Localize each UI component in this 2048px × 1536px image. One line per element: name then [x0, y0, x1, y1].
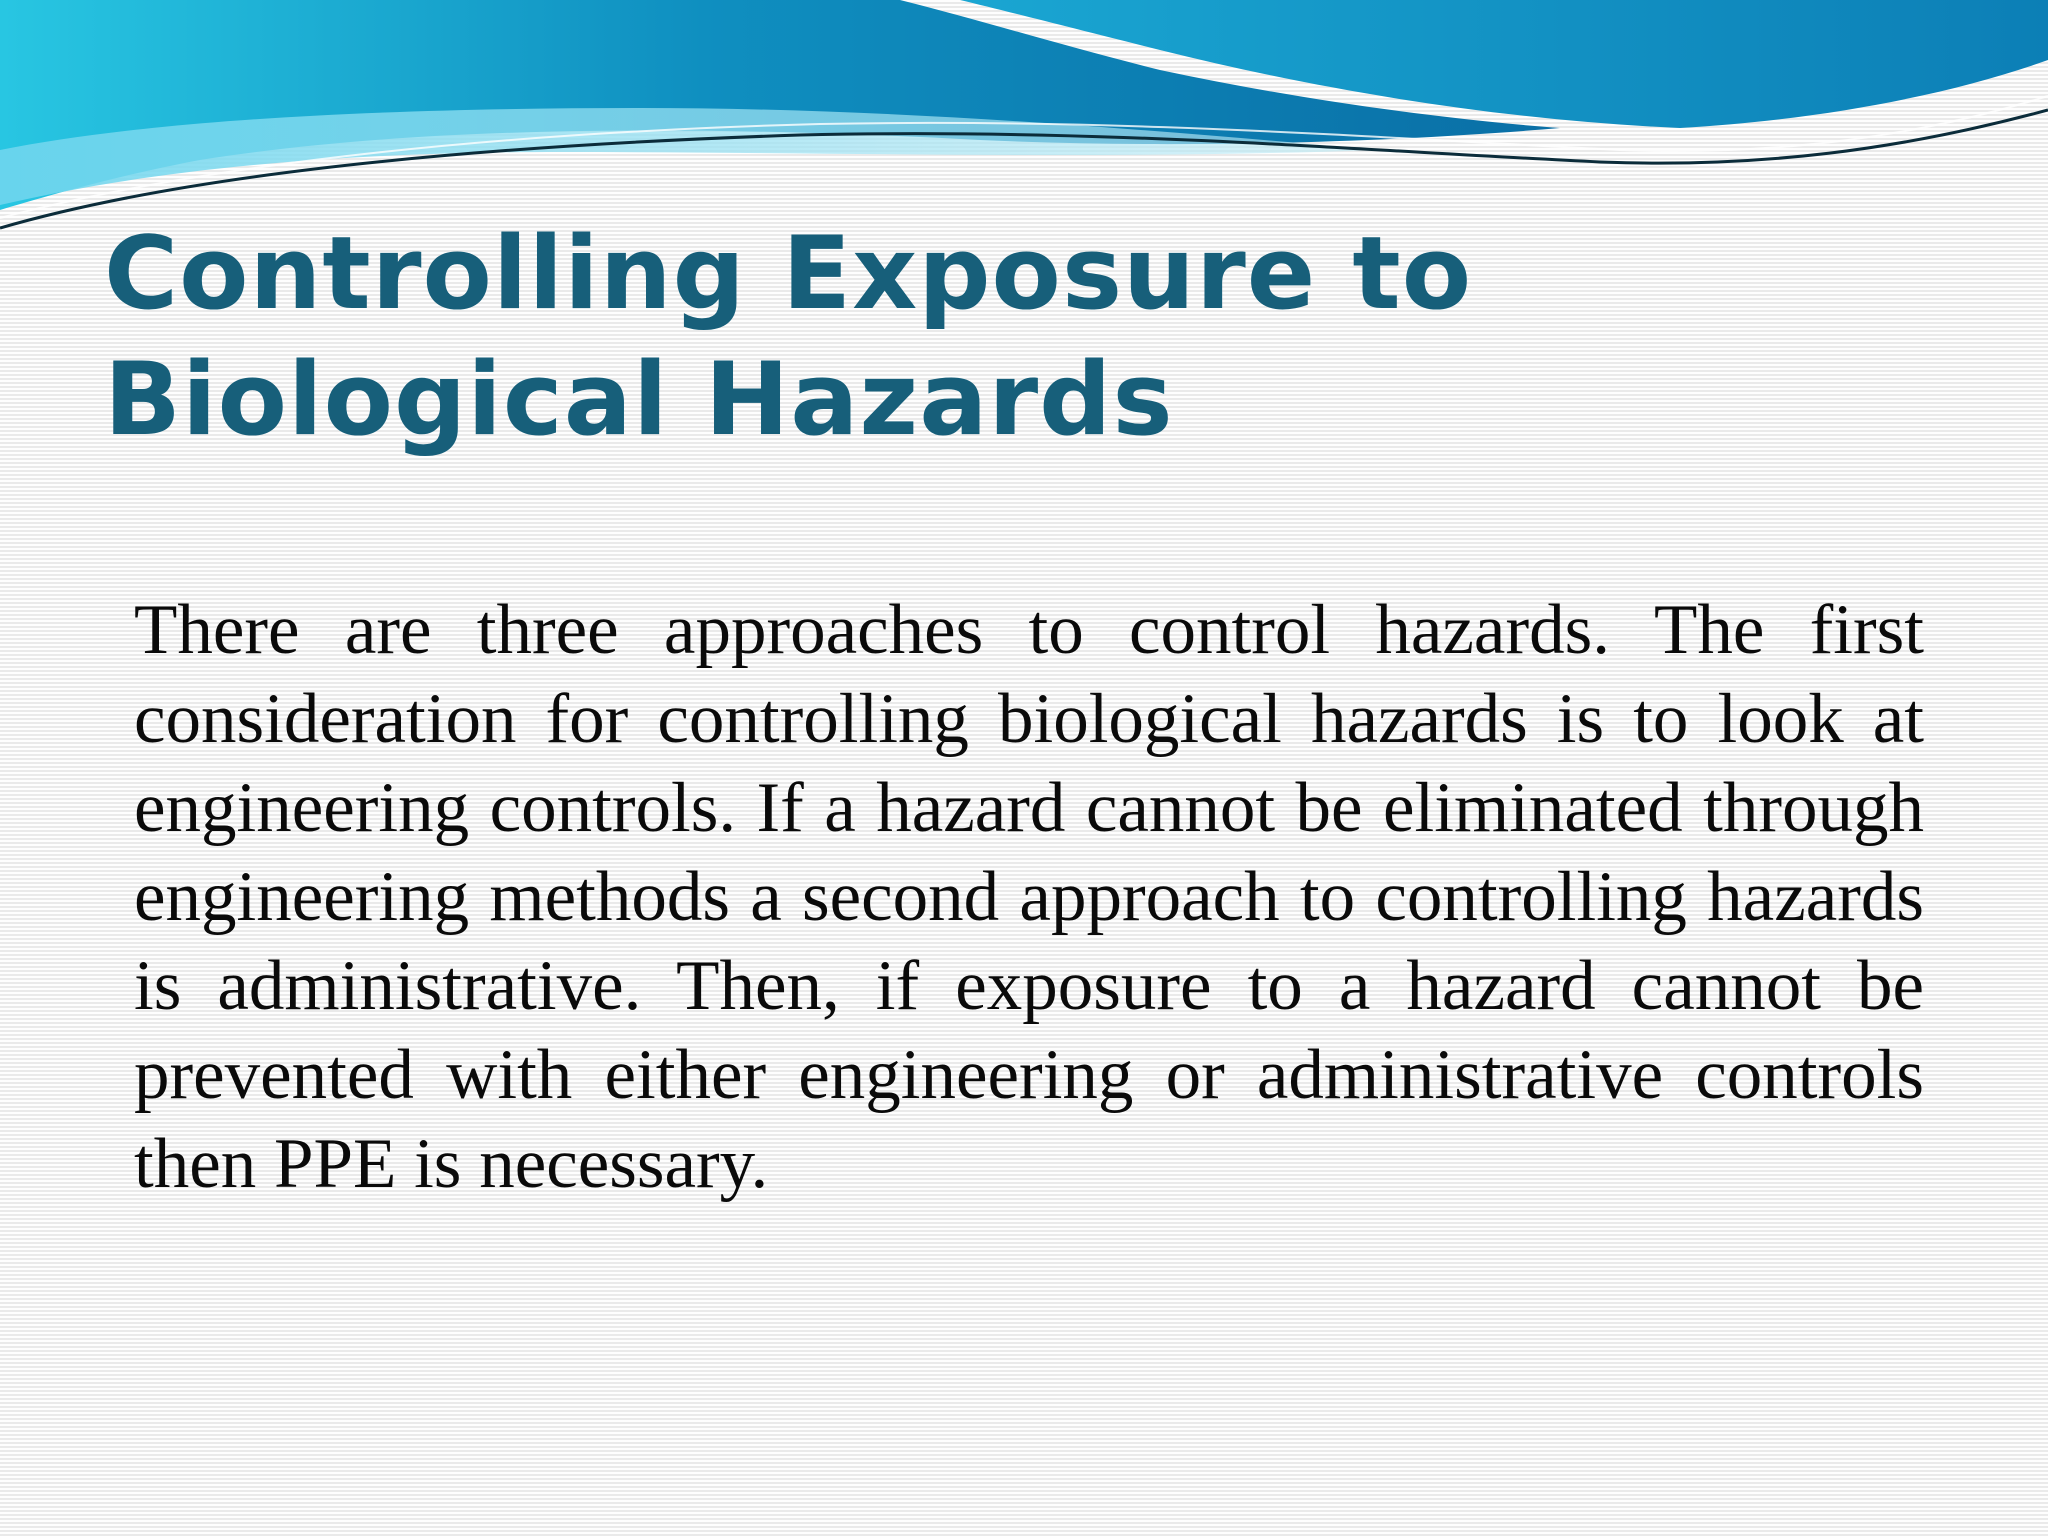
header-wave-decoration [0, 0, 2048, 240]
slide-body-text: There are three approaches to control hazards. The first consideration for controlling biological hazards is to look at engineering controls. If a hazard cannot be eliminated through engineering methods a second approach to controlling hazards is administrative. Then, if exposure to a hazard cannot be prevented with either engineering or administrative controls then PPE is necessary. [134, 591, 1924, 1203]
slide-title: Controlling Exposure to Biological Hazards [104, 214, 1473, 458]
